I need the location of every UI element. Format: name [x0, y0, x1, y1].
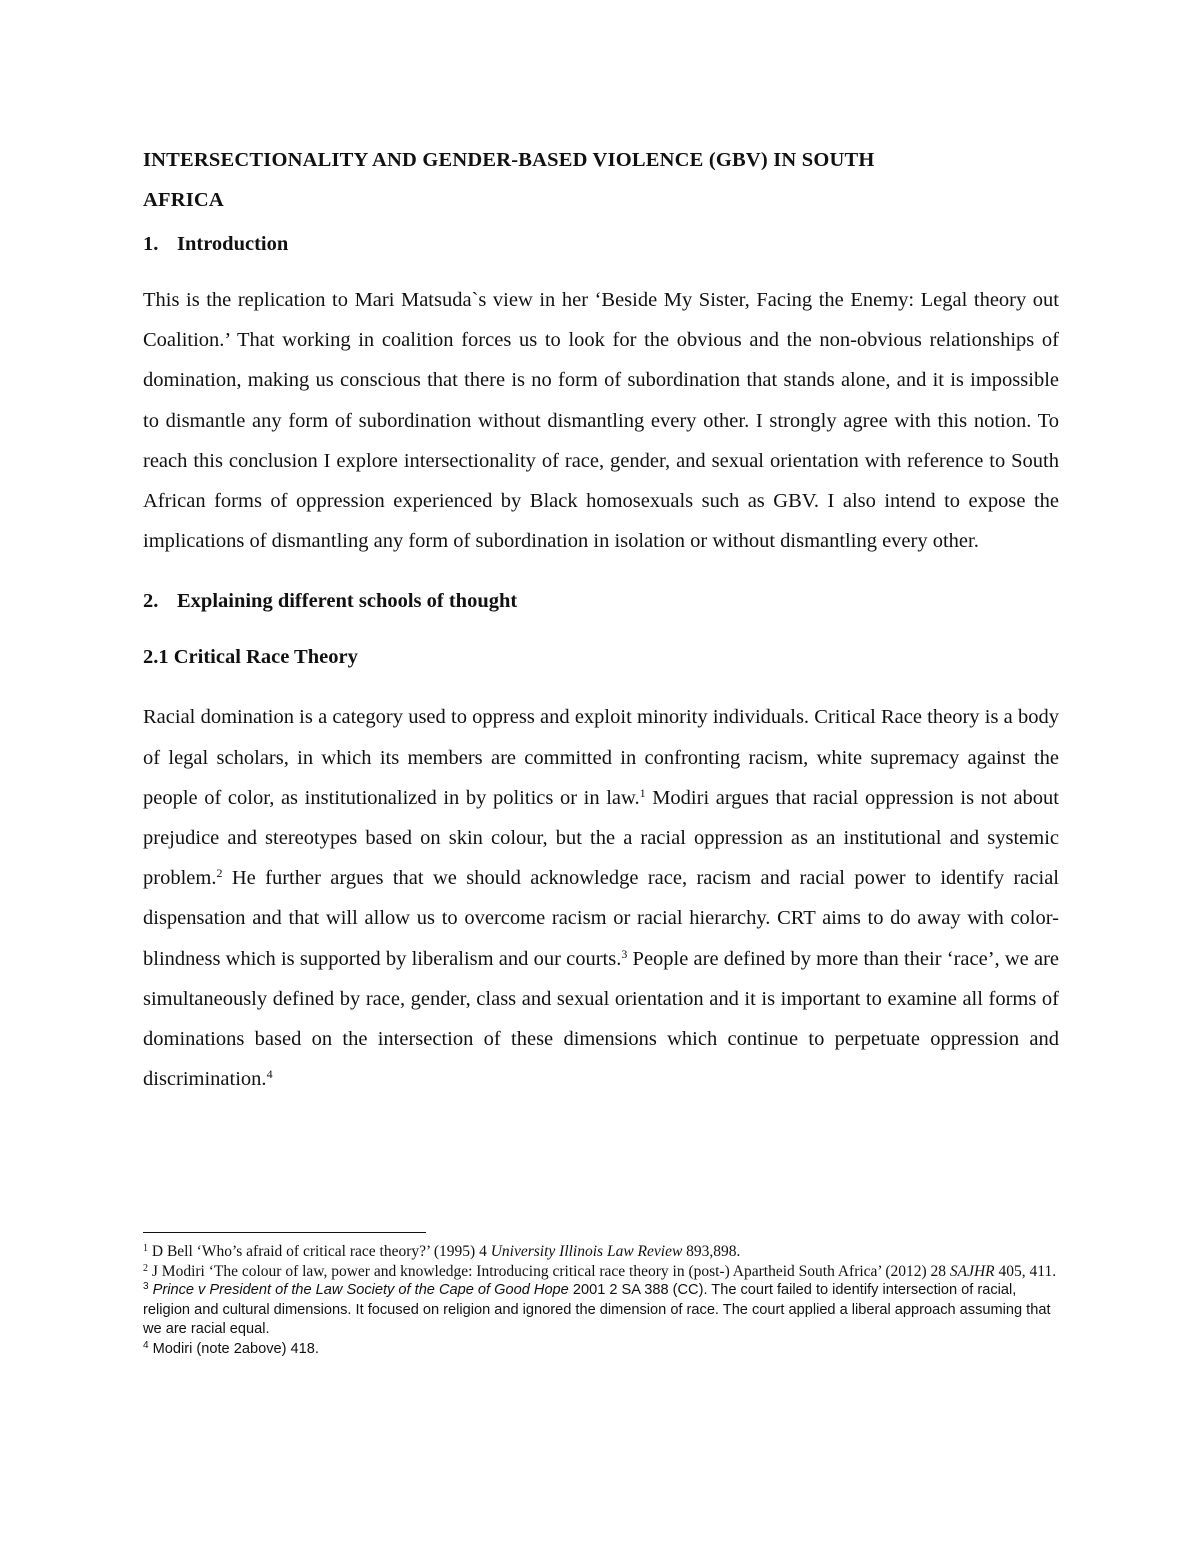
- footnote-case-name: Prince v President of the Law Society of the Cape of Good Hope: [152, 1282, 569, 1298]
- footnote-text: 405, 411.: [994, 1262, 1057, 1280]
- footnote-journal: University Illinois Law Review: [490, 1243, 683, 1260]
- paragraph-text: People are defined by more than their ‘race’, we are simultaneously defined by race, gender, class and sexual orientation and it is important to examine all forms of dominations based on the intersection of these dimensions which continue to perpetuate oppression and discrimination.: [143, 947, 1059, 1091]
- paragraph-text: Modiri argues that racial oppression is not about prejudice and stereotypes based on skin colour, but the a racial oppression as an institutional and systemic problem.: [143, 786, 1060, 890]
- footnotes-section: [143, 1232, 1059, 1359]
- footnote-reference[interactable]: 2: [216, 866, 223, 881]
- introduction-paragraph: This is the replication to Mari Matsuda`s view in her ‘Beside My Sister, Facing the Enemy: Legal theory out Coalition.’ That working in coalition forces us to look for the obvious and the non-obvious relationships of domination, making us conscious that there is no form of subordination that stands alone, and it is impossible to dismantle any form of subordination without dismantling every other. I strongly agree with this notion. To reach this conclusion I explore intersectionality of race, gender, and sexual orientation with reference to South African forms of oppression experienced by Black homosexuals such as GBV. I also intend to expose the implications of dismantling any form of subordination in isolation or without dismantling every other.: [143, 289, 1059, 553]
- footnote-4: [143, 1340, 1059, 1360]
- footnote-3: [143, 1281, 1059, 1340]
- footnote-mark: 1: [143, 1243, 148, 1254]
- footnote-mark: 3: [143, 1281, 149, 1292]
- title-line-2: AFRICA: [143, 189, 224, 211]
- section-heading-text: Explaining different schools of thought: [177, 590, 518, 613]
- footnote-journal: SAJHR: [949, 1262, 995, 1280]
- section-heading-introduction: [143, 230, 1059, 258]
- footnote-text: J Modiri ‘The colour of law, power and knowledge: Introducing critical race theory in (post-) Apartheid South Africa’ (2012) 28: [148, 1262, 950, 1280]
- section-heading-text: Introduction: [177, 233, 289, 255]
- critical-race-theory-paragraph: [143, 697, 1059, 1099]
- footnote-mark: 2: [143, 1262, 148, 1274]
- paragraph-text: He further argues that we should acknowledge race, racism and racial power to identify racial dispensation and that will allow us to overcome racism or racial hierarchy. CRT aims to do away with color-blindness which is supported by liberalism and our courts.: [143, 867, 1059, 970]
- footnote-text: 893,898.: [682, 1243, 741, 1260]
- document-body: [143, 140, 1059, 1099]
- document-title: [143, 140, 1059, 220]
- title-line-1: INTERSECTIONALITY AND GENDER-BASED VIOLENCE (GBV) IN SOUTH: [143, 149, 875, 171]
- subsection-heading-critical-race-theory: 2.1 Critical Race Theory: [143, 646, 358, 669]
- footnote-text: 2001 2 SA 388 (CC). The court failed to identify intersection of racial, religion and cultural dimensions. It focused on religion and ignored the dimension of race. The court applied a liberal approach assuming that we are racial equal.: [143, 1282, 1051, 1337]
- footnote-2: [143, 1262, 1059, 1282]
- footnote-reference[interactable]: 3: [621, 946, 628, 961]
- paragraph-text: Racial domination is a category used to oppress and exploit minority individuals. Critical Race theory is a body of legal scholars, in which its members are committed in confronting racism, white supremacy against the people of color, as institutionalized in by politics or in law.: [143, 706, 1059, 809]
- footnote-text: Modiri (note 2above) 418.: [148, 1340, 319, 1357]
- section-number: 2.: [143, 590, 159, 613]
- footnote-reference[interactable]: 4: [266, 1067, 273, 1082]
- footnote-separator: [143, 1232, 426, 1233]
- section-number: 1.: [143, 233, 159, 255]
- footnote-text: D Bell ‘Who’s afraid of critical race theory?’ (1995) 4: [148, 1243, 491, 1260]
- footnote-reference[interactable]: 1: [639, 785, 646, 800]
- footnote-1: [143, 1242, 1059, 1262]
- section-heading-schools-of-thought: [143, 587, 1059, 615]
- footnote-mark: 4: [143, 1339, 149, 1351]
